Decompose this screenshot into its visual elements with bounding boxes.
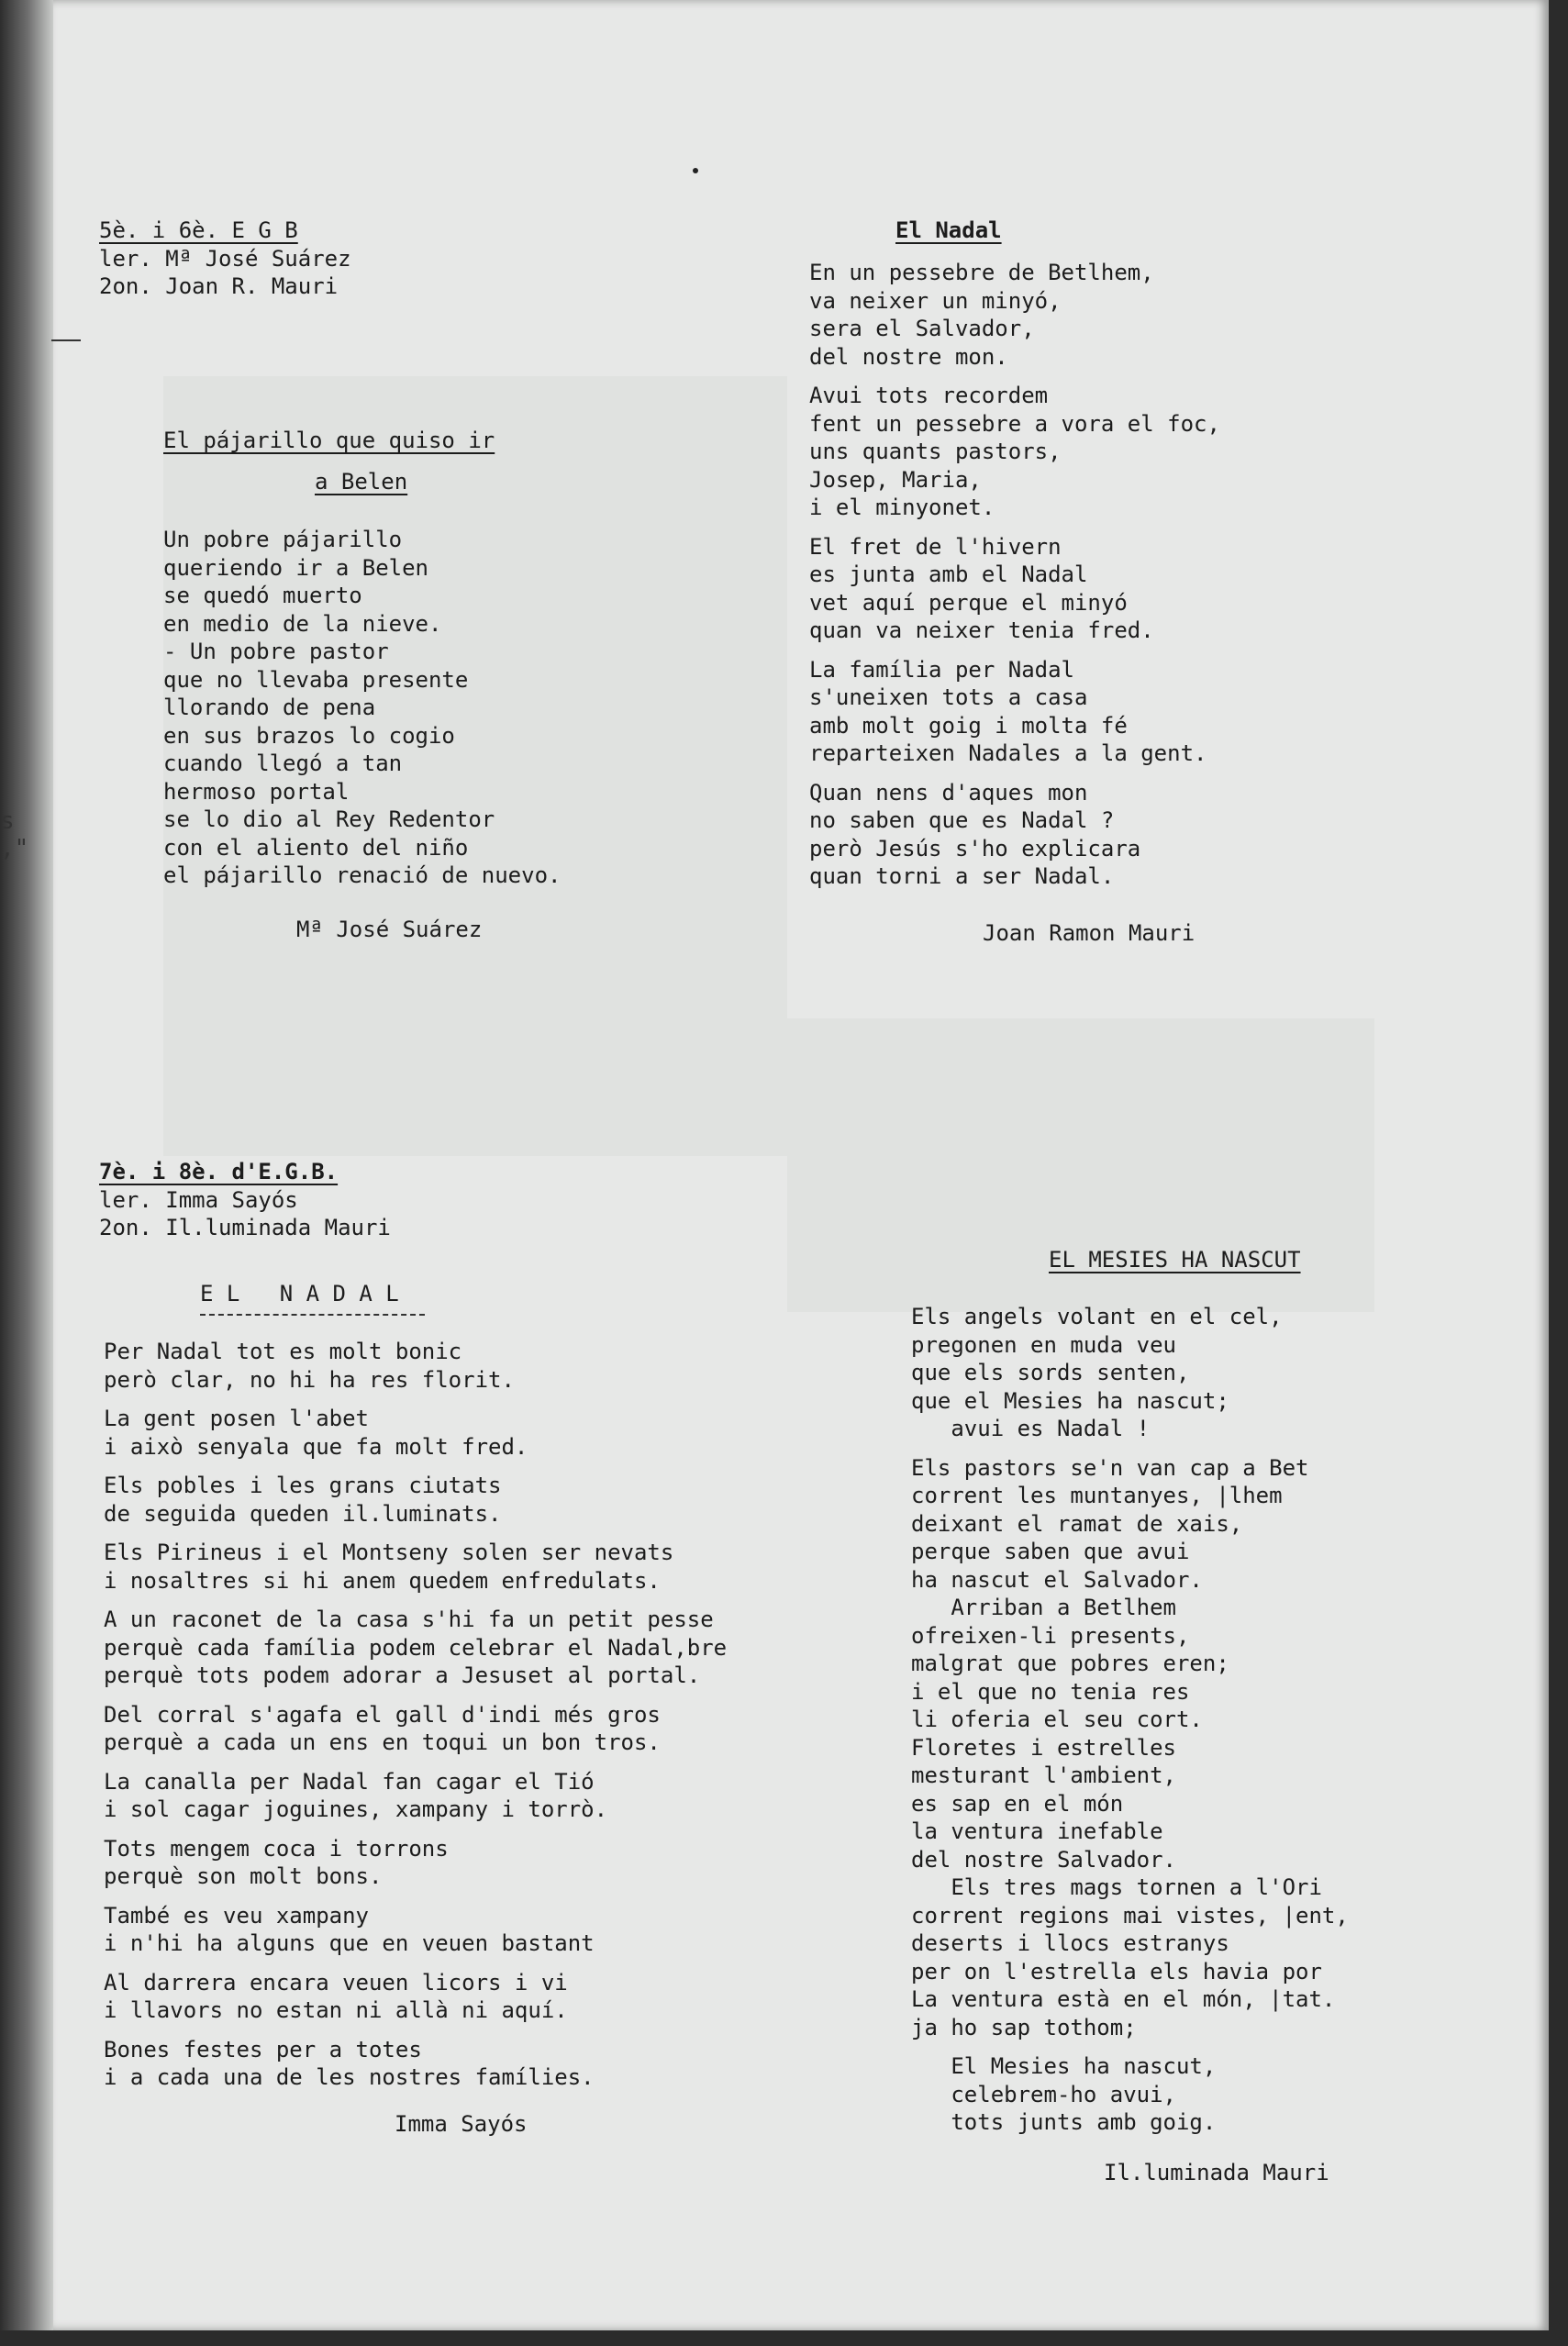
poem-line: ha nascut el Salvador.	[911, 1566, 1203, 1593]
poem-line: hermoso portal	[163, 778, 350, 805]
poem-line: amb molt goig i molta fé	[809, 712, 1128, 739]
edge-marks: s ,"	[0, 807, 29, 862]
poem-line: Els angels volant en el cel,	[911, 1304, 1283, 1329]
section-header-5-6: 5è. i 6è. E G B	[99, 217, 298, 243]
poem-line: en sus brazos lo cogio	[163, 722, 455, 749]
poem-line: però clar, no hi ha res florit.	[104, 1366, 515, 1393]
poem3-body	[104, 1338, 727, 2092]
poem2-author: Joan Ramon Mauri	[983, 920, 1195, 946]
poem-line: però Jesús s'ho explicara	[809, 835, 1141, 862]
poem-line: i n'hi ha alguns que en veuen bastant	[104, 1930, 595, 1956]
poem-line: avui es Nadal !	[911, 1416, 1151, 1441]
section-header-7-8: 7è. i 8è. d'E.G.B.	[99, 1159, 339, 1184]
poem-line: També es veu xampany	[104, 1902, 369, 1929]
poem-line: es junta amb el Nadal	[809, 561, 1088, 587]
poem-line: Un pobre pájarillo	[163, 527, 403, 552]
poem-line: se quedó muerto	[163, 583, 362, 608]
page-left-edge	[0, 0, 53, 2346]
poem-line: el pájarillo renació de nuevo.	[163, 862, 562, 888]
margin-mark	[51, 339, 81, 341]
poem-line: deixant el ramat de xais,	[911, 1510, 1243, 1537]
poem-line: Per Nadal tot es molt bonic	[104, 1339, 462, 1364]
poem-line: cuando llegó a tan	[163, 750, 403, 776]
poem-line: i nosaltres si hi anem quedem enfredulats.	[104, 1567, 661, 1594]
poem-line: quan torni a ser Nadal.	[809, 863, 1115, 889]
poem-line: uns quants pastors,	[809, 439, 1062, 464]
poem-line: sera el Salvador,	[809, 316, 1035, 341]
poem-line: con el aliento del niño	[163, 834, 469, 861]
poem-line: llorando de pena	[163, 695, 376, 720]
poem-line: de seguida queden il.luminats.	[104, 1500, 502, 1527]
poem-line: Al darrera encara veuen licors i vi	[104, 1969, 568, 1996]
poem1-title-line1: El pájarillo que quiso ir	[163, 428, 495, 453]
page-right-edge	[1549, 0, 1568, 2346]
poem-line: del nostre mon.	[809, 343, 1008, 370]
poem-line: s'uneixen tots a casa	[809, 684, 1088, 710]
poem-line: El Mesies ha nascut,	[911, 2053, 1217, 2079]
poem-line: malgrat que pobres eren;	[911, 1651, 1229, 1676]
poem-line: En un pessebre de Betlhem,	[809, 260, 1154, 285]
poem-line: La gent posen l'abet	[104, 1406, 369, 1431]
poem-line: Del corral s'agafa el gall d'indi més gros	[104, 1701, 661, 1728]
poem-line: El fret de l'hivern	[809, 533, 1062, 560]
prize-1: ler. Mª José Suárez	[99, 245, 351, 272]
page-bottom-edge	[0, 2330, 1568, 2346]
left-header-block	[99, 217, 351, 301]
poem-line: que els sords senten,	[911, 1360, 1190, 1385]
poem1-title-line2: a Belen	[315, 468, 408, 495]
poem-line: vet aquí perque el minyó	[809, 589, 1128, 616]
poem-line: va neixer un minyó,	[809, 287, 1062, 314]
poem-line: corrent les muntanyes, |lhem	[911, 1483, 1283, 1508]
prize2-1: ler. Imma Sayós	[99, 1186, 298, 1213]
poem-line: La ventura està en el món, |tat.	[911, 1986, 1336, 2012]
poem-line: pregonen en muda veu	[911, 1331, 1176, 1358]
poem-line: corrent regions mai vistes, |ent,	[911, 1902, 1349, 1929]
poem3-author: Imma Sayós	[395, 2111, 528, 2137]
poem-line: A un raconet de la casa s'hi fa un petit pesse	[104, 1607, 714, 1632]
poem-line: Bones festes per a totes	[104, 2036, 422, 2062]
poem-line: Quan nens d'aques mon	[809, 779, 1088, 806]
poem-line: del nostre Salvador.	[911, 1846, 1176, 1873]
poem-line: queriendo ir a Belen	[163, 554, 428, 581]
poem-line: i llavors no estan ni allà ni aquí.	[104, 1997, 568, 2023]
poem-line: i a cada una de les nostres famílies.	[104, 2064, 595, 2090]
poem1-author: Mª José Suárez	[296, 917, 483, 942]
poem-line: perquè tots podem adorar a Jesuset al portal.	[104, 1662, 701, 1688]
poem-line: Els pastors se'n van cap a Bet	[911, 1454, 1309, 1481]
poem3-title-underline	[200, 1314, 425, 1316]
left-header2-block	[99, 1158, 391, 1242]
document-page	[53, 0, 1549, 2330]
poem-line: - Un pobre pastor	[163, 639, 389, 664]
top-dot	[693, 168, 698, 173]
poem2-body	[809, 259, 1220, 891]
poem-line: tots junts amb goig.	[911, 2109, 1217, 2135]
poem-line: i això senyala que fa molt fred.	[104, 1433, 528, 1460]
poem-line: Els Pirineus i el Montseny solen ser nevats	[104, 1540, 674, 1565]
poem-line: fent un pessebre a vora el foc,	[809, 410, 1220, 437]
poem-line: no saben que es Nadal ?	[809, 807, 1115, 833]
poem-line: La canalla per Nadal fan cagar el Tió	[104, 1768, 595, 1795]
poem-line: li oferia el seu cort.	[911, 1707, 1203, 1732]
poem-line: en medio de la nieve.	[163, 610, 442, 637]
poem-line: Tots mengem coca i torrons	[104, 1835, 449, 1862]
poem-line: Els tres mags tornen a l'Ori	[911, 1874, 1322, 1900]
poem-line: perquè son molt bons.	[104, 1863, 383, 1889]
poem-line: La família per Nadal	[809, 656, 1074, 683]
poem-line: que el Mesies ha nascut;	[911, 1387, 1229, 1414]
poem-line: i el minyonet.	[809, 495, 995, 520]
poem-line: mesturant l'ambient,	[911, 1762, 1176, 1788]
poem-line: i el que no tenia res	[911, 1678, 1190, 1705]
poem-line: reparteixen Nadales a la gent.	[809, 740, 1207, 766]
poem4-author: Il.luminada Mauri	[1104, 2160, 1329, 2185]
poem-line: es sap en el món	[911, 1790, 1124, 1817]
poem-line: ja ho sap tothom;	[911, 2014, 1137, 2040]
poem1-title	[163, 427, 495, 495]
poem2-title: El Nadal	[895, 217, 1002, 243]
poem-line: que no llevaba presente	[163, 666, 469, 693]
poem-line: Els pobles i les grans ciutats	[104, 1473, 502, 1498]
poem4-body	[911, 1303, 1349, 2137]
poem-line: perquè cada família podem celebrar el Nadal,bre	[104, 1634, 728, 1661]
prize2-2: 2on. Il.luminada Mauri	[99, 1215, 391, 1240]
poem3-title: E L N A D A L	[200, 1281, 399, 1306]
poem-line: perquè a cada un ens en toqui un bon tros.	[104, 1729, 661, 1755]
poem-line: celebrem-ho avui,	[911, 2081, 1176, 2107]
poem-line: Arriban a Betlhem	[911, 1595, 1176, 1620]
poem-line: deserts i llocs estranys	[911, 1930, 1229, 1956]
poem-line: Josep, Maria,	[809, 466, 982, 493]
poem-line: per on l'estrella els havia por	[911, 1958, 1322, 1985]
poem-line: la ventura inefable	[911, 1818, 1163, 1844]
poem1-body	[163, 526, 561, 890]
poem4-title: EL MESIES HA NASCUT	[1049, 1247, 1301, 1273]
poem-line: quan va neixer tenia fred.	[809, 617, 1154, 643]
poem-line: perque saben que avui	[911, 1539, 1190, 1564]
poem-line: ofreixen-li presents,	[911, 1622, 1190, 1649]
poem-line: Avui tots recordem	[809, 383, 1049, 408]
poem-line: i sol cagar joguines, xampany i torrò.	[104, 1796, 608, 1822]
poem-line: Floretes i estrelles	[911, 1734, 1176, 1761]
poem-line: se lo dio al Rey Redentor	[163, 806, 495, 832]
prize-2: 2on. Joan R. Mauri	[99, 273, 339, 299]
